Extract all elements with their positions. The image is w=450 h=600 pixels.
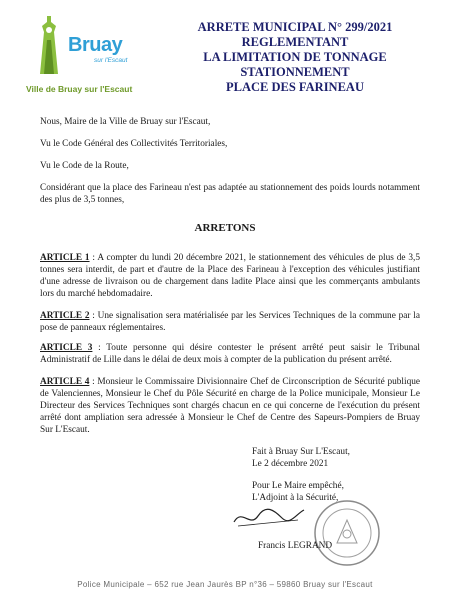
title-line: PLACE DES FARINEAU <box>226 80 364 94</box>
article-3-text: : Toute personne qui désire contester le présent arrêté peut saisir le Tribunal Administratif de Lille dans le délai de deux mois à compter de la publication du présent arrêté. <box>40 343 420 365</box>
title-line: REGLEMENTANT <box>241 35 349 49</box>
article-2 <box>40 310 420 334</box>
article-2-label: ARTICLE 2 <box>40 311 90 321</box>
logo-wordmark: Bruay <box>68 34 123 56</box>
article-3 <box>40 342 420 366</box>
signature-for-mayor: Pour Le Maire empêché, <box>252 481 344 491</box>
legal-basis-1: Vu le Code Général des Collectivités Territoriales, <box>40 139 228 149</box>
signatory-name: Francis LEGRAND <box>258 541 333 551</box>
tower-logo-icon <box>32 12 66 76</box>
article-4-label: ARTICLE 4 <box>40 377 90 387</box>
intro-line: Nous, Maire de la Ville de Bruay sur l'Escaut, <box>40 117 211 127</box>
article-2-text: : Une signalisation sera matérialisée par les Services Techniques de la commune par la pose de panneaux réglementaires. <box>40 311 420 333</box>
article-1-label: ARTICLE 1 <box>40 253 90 263</box>
title-line: ARRETE MUNICIPAL N° 299/2021 <box>197 20 393 34</box>
signature-date: Le 2 décembre 2021 <box>252 459 329 469</box>
article-3-label: ARTICLE 3 <box>40 343 93 353</box>
arretons-heading: ARRETONS <box>194 222 256 234</box>
signature-place: Fait à Bruay Sur L'Escaut, <box>252 447 350 457</box>
signature-role: L'Adjoint à la Sécurité, <box>252 493 339 503</box>
considerant-paragraph: Considérant que la place des Farineau n'est pas adaptée au stationnement des poids lourds notamment des plus de 3,5 tonnes, <box>40 183 420 205</box>
logo-subtitle: sur l'Escaut <box>94 57 128 64</box>
article-4 <box>40 376 420 436</box>
official-stamp-icon <box>312 498 382 568</box>
footer-address: Police Municipale – 652 rue Jean Jaurès BP n°36 – 59860 Bruay sur l'Escaut <box>77 580 373 589</box>
city-logo <box>26 12 136 102</box>
article-1 <box>40 252 420 300</box>
logo-caption: Ville de Bruay sur l'Escaut <box>26 84 133 94</box>
article-4-text: : Monsieur le Commissaire Divisionnaire Chef de Circonscription de Sécurité publique de Valenciennes, Monsieur le Chef du Pôle Sécurité en charge de la Police municipale, Monsieur Le Directeur des Services Techniques sont chargés chacun en ce qui concerne de l'exécution du présent arrêté dont ampliation sera adressée à Monsieur le Chef de Centre des Sapeurs-Pompiers de Bruay Sur L'Escaut. <box>40 377 420 435</box>
title-line: STATIONNEMENT <box>240 65 350 79</box>
handwritten-signature <box>228 500 308 532</box>
article-1-text: : A compter du lundi 20 décembre 2021, le stationnement des véhicules de plus de 3,5 tonnes sera interdit, de part et d'autre de la Place des Farineau à l'exception des véhicules justifiant d'une adresse de livraison ou de chargement dans ladite Place ainsi que les commerçants ambulants lors du marché hebdomadaire. <box>40 253 420 299</box>
decree-title <box>170 20 420 95</box>
title-line: LA LIMITATION DE TONNAGE <box>203 50 387 64</box>
legal-basis-2: Vu le Code de la Route, <box>40 161 129 171</box>
